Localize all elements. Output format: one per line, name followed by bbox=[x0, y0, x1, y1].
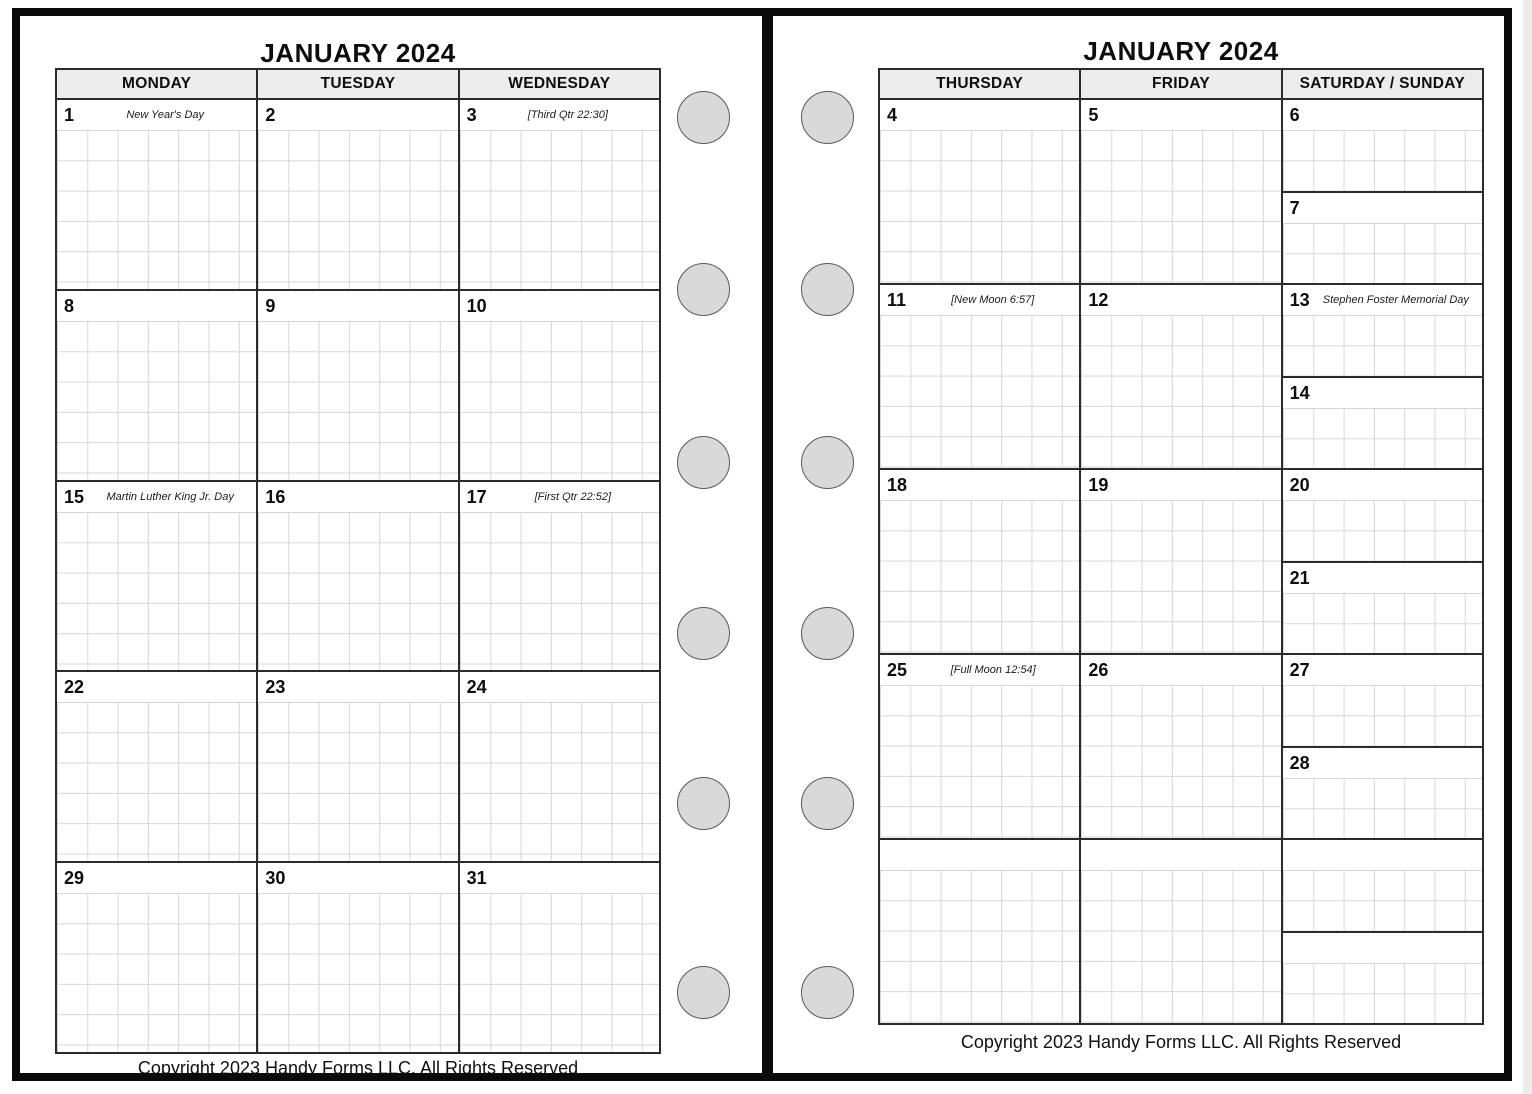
day-number: 15 bbox=[64, 486, 85, 507]
day-number: 5 bbox=[1088, 105, 1099, 125]
week-row bbox=[880, 470, 1482, 655]
notes-grid bbox=[460, 130, 659, 289]
notes-grid bbox=[258, 702, 457, 861]
binder-hole bbox=[677, 263, 730, 316]
notes-grid bbox=[1283, 408, 1482, 469]
day-number: 2 bbox=[265, 105, 276, 125]
day-note: Stephen Foster Memorial Day bbox=[1322, 294, 1469, 306]
date-strip bbox=[258, 863, 457, 893]
week-row bbox=[57, 672, 659, 863]
date-strip bbox=[1283, 285, 1482, 315]
day-cell bbox=[460, 672, 659, 861]
date-strip bbox=[57, 291, 256, 321]
date-strip bbox=[1283, 748, 1482, 778]
week-row bbox=[57, 291, 659, 482]
date-strip bbox=[880, 285, 1079, 315]
binder-hole bbox=[801, 777, 854, 830]
notes-grid bbox=[1081, 315, 1280, 468]
day-cell bbox=[258, 482, 459, 671]
notes-grid bbox=[57, 702, 256, 861]
day-cell bbox=[57, 291, 258, 480]
right-weekday-header-row bbox=[880, 70, 1482, 100]
right-month-title: JANUARY 2024 bbox=[1083, 36, 1279, 66]
notes-grid bbox=[1283, 963, 1482, 1024]
day-number: 18 bbox=[887, 475, 908, 495]
weekday-header: FRIDAY bbox=[1081, 70, 1282, 98]
right-weeks bbox=[880, 100, 1482, 1023]
saturday-sunday-cell bbox=[1283, 100, 1482, 283]
day-cell bbox=[880, 285, 1081, 468]
date-strip bbox=[258, 291, 457, 321]
week-row bbox=[57, 100, 659, 291]
day-number: 30 bbox=[265, 868, 286, 889]
notes-grid bbox=[1081, 685, 1280, 838]
saturday-sunday-cell bbox=[1283, 840, 1482, 1023]
day-cell bbox=[258, 100, 459, 289]
saturday-sunday-cell bbox=[1283, 655, 1482, 838]
notes-grid bbox=[258, 512, 457, 671]
day-number: 3 bbox=[466, 105, 477, 125]
binder-hole bbox=[801, 263, 854, 316]
notes-grid bbox=[880, 130, 1079, 283]
day-cell bbox=[1283, 655, 1482, 748]
day-cell bbox=[57, 672, 258, 861]
notes-grid bbox=[1283, 500, 1482, 561]
date-strip bbox=[1283, 655, 1482, 685]
notes-grid bbox=[57, 512, 256, 671]
day-number: 17 bbox=[466, 486, 487, 507]
binder-spine bbox=[762, 8, 773, 1081]
notes-grid bbox=[880, 315, 1079, 468]
day-note: New Year's Day bbox=[126, 109, 205, 121]
notes-grid bbox=[57, 893, 256, 1052]
day-number: 16 bbox=[265, 486, 286, 507]
day-number: 19 bbox=[1088, 475, 1109, 495]
date-strip bbox=[880, 840, 1079, 870]
day-number: 7 bbox=[1289, 197, 1300, 218]
date-strip bbox=[1081, 655, 1280, 685]
week-row bbox=[880, 655, 1482, 840]
date-strip bbox=[880, 100, 1079, 130]
notes-grid bbox=[1283, 593, 1482, 654]
notes-grid bbox=[1283, 870, 1482, 931]
left-weekday-header-row bbox=[57, 70, 659, 100]
binder-hole bbox=[677, 966, 730, 1019]
notes-grid bbox=[258, 130, 457, 289]
date-strip bbox=[1283, 378, 1482, 408]
day-number: 9 bbox=[265, 295, 276, 316]
date-strip bbox=[880, 655, 1079, 685]
day-cell bbox=[1081, 470, 1282, 653]
notes-grid bbox=[1081, 500, 1280, 653]
notes-grid bbox=[880, 870, 1079, 1023]
day-number: 23 bbox=[265, 677, 286, 698]
day-cell bbox=[258, 291, 459, 480]
day-number: 28 bbox=[1289, 752, 1310, 773]
weekday-header: MONDAY bbox=[57, 70, 258, 98]
date-strip bbox=[57, 482, 256, 512]
weekday-header: TUESDAY bbox=[258, 70, 459, 98]
date-strip bbox=[1081, 100, 1280, 130]
date-strip bbox=[460, 100, 659, 130]
date-strip bbox=[1283, 470, 1482, 500]
day-number: 22 bbox=[64, 677, 85, 698]
notes-grid bbox=[1283, 223, 1482, 284]
day-cell bbox=[57, 482, 258, 671]
day-note: [Third Qtr 22:30] bbox=[527, 109, 608, 121]
day-cell bbox=[880, 840, 1081, 1023]
week-row bbox=[880, 840, 1482, 1023]
day-cell bbox=[1081, 840, 1282, 1023]
week-row bbox=[880, 100, 1482, 285]
day-cell bbox=[880, 100, 1081, 283]
date-strip bbox=[880, 470, 1079, 500]
day-cell bbox=[258, 672, 459, 861]
right-copyright-text: Copyright 2023 Handy Forms LLC. All Rights Reserved bbox=[960, 1032, 1402, 1052]
binder-hole bbox=[677, 436, 730, 489]
day-cell bbox=[460, 291, 659, 480]
date-strip bbox=[57, 863, 256, 893]
day-number: 24 bbox=[466, 677, 487, 698]
date-strip bbox=[460, 863, 659, 893]
date-strip bbox=[1283, 840, 1482, 870]
day-number: 31 bbox=[466, 868, 487, 889]
day-cell bbox=[1283, 470, 1482, 563]
day-number: 4 bbox=[887, 105, 898, 125]
left-copyright-text: Copyright 2023 Handy Forms LLC. All Rights Reserved bbox=[137, 1058, 579, 1078]
date-strip bbox=[1283, 563, 1482, 593]
day-cell bbox=[57, 863, 258, 1052]
saturday-sunday-cell bbox=[1283, 470, 1482, 653]
date-strip bbox=[258, 100, 457, 130]
day-cell bbox=[1283, 285, 1482, 378]
notes-grid bbox=[460, 702, 659, 861]
day-number: 12 bbox=[1088, 290, 1109, 310]
day-cell bbox=[1283, 840, 1482, 933]
weekday-header: THURSDAY bbox=[880, 70, 1081, 98]
date-strip bbox=[1081, 470, 1280, 500]
date-strip bbox=[57, 672, 256, 702]
date-strip bbox=[1081, 285, 1280, 315]
date-strip bbox=[57, 100, 256, 130]
day-number: 13 bbox=[1289, 290, 1310, 310]
date-strip bbox=[258, 482, 457, 512]
day-number: 6 bbox=[1289, 105, 1300, 125]
day-number: 27 bbox=[1289, 660, 1310, 680]
day-note: Martin Luther King Jr. Day bbox=[106, 490, 234, 503]
binder-hole bbox=[801, 966, 854, 1019]
day-note: [First Qtr 22:52] bbox=[534, 490, 612, 503]
binder-hole bbox=[801, 436, 854, 489]
left-calendar-table bbox=[55, 68, 661, 1054]
day-cell bbox=[880, 655, 1081, 838]
notes-grid bbox=[1081, 130, 1280, 283]
weekday-header: SATURDAY / SUNDAY bbox=[1299, 75, 1465, 92]
date-strip bbox=[460, 482, 659, 512]
notes-grid bbox=[1283, 778, 1482, 839]
day-number: 20 bbox=[1289, 475, 1310, 495]
date-strip bbox=[1283, 933, 1482, 963]
day-number: 11 bbox=[887, 290, 907, 310]
day-number: 8 bbox=[64, 295, 75, 316]
date-strip bbox=[460, 291, 659, 321]
left-month-title: JANUARY 2024 bbox=[260, 38, 456, 68]
binder-hole bbox=[801, 607, 854, 660]
binder-hole bbox=[677, 91, 730, 144]
date-strip bbox=[460, 672, 659, 702]
date-strip bbox=[1283, 193, 1482, 223]
day-cell bbox=[1283, 748, 1482, 839]
notes-grid bbox=[460, 893, 659, 1052]
week-row bbox=[57, 482, 659, 673]
day-cell bbox=[1081, 655, 1282, 838]
day-cell bbox=[1283, 100, 1482, 193]
weekday-header: WEDNESDAY bbox=[508, 75, 611, 92]
right-calendar-table bbox=[878, 68, 1484, 1025]
notes-grid bbox=[1283, 685, 1482, 746]
notes-grid bbox=[460, 512, 659, 671]
notes-grid bbox=[57, 130, 256, 289]
date-strip bbox=[258, 672, 457, 702]
day-cell bbox=[880, 470, 1081, 653]
day-cell bbox=[57, 100, 258, 289]
day-number: 26 bbox=[1088, 660, 1109, 680]
day-cell bbox=[460, 482, 659, 671]
saturday-sunday-cell bbox=[1283, 285, 1482, 468]
day-cell bbox=[258, 863, 459, 1052]
binder-hole bbox=[801, 91, 854, 144]
day-number: 21 bbox=[1289, 567, 1310, 588]
left-weeks bbox=[57, 100, 659, 1052]
notes-grid bbox=[57, 321, 256, 480]
day-number: 29 bbox=[64, 868, 85, 889]
day-cell bbox=[1283, 933, 1482, 1024]
day-cell bbox=[460, 100, 659, 289]
notes-grid bbox=[880, 500, 1079, 653]
notes-grid bbox=[1283, 130, 1482, 191]
day-cell bbox=[1283, 563, 1482, 654]
week-row bbox=[57, 863, 659, 1052]
day-number: 10 bbox=[466, 295, 487, 316]
notes-grid bbox=[258, 893, 457, 1052]
scan-edge-shade bbox=[1523, 0, 1532, 1094]
notes-grid bbox=[880, 685, 1079, 838]
binder-hole bbox=[677, 777, 730, 830]
notes-grid bbox=[1283, 315, 1482, 376]
day-note: [Full Moon 12:54] bbox=[950, 664, 1036, 676]
day-number: 14 bbox=[1289, 382, 1310, 403]
day-cell bbox=[1081, 285, 1282, 468]
day-note: [New Moon 6:57] bbox=[951, 294, 1035, 306]
notes-grid bbox=[460, 321, 659, 480]
notes-grid bbox=[1081, 870, 1280, 1023]
day-cell bbox=[460, 863, 659, 1052]
day-number: 25 bbox=[887, 660, 908, 680]
day-cell bbox=[1081, 100, 1282, 283]
binder-hole bbox=[677, 607, 730, 660]
notes-grid bbox=[258, 321, 457, 480]
day-cell bbox=[1283, 378, 1482, 469]
week-row bbox=[880, 285, 1482, 470]
day-number: 1 bbox=[64, 105, 75, 125]
date-strip bbox=[1283, 100, 1482, 130]
date-strip bbox=[1081, 840, 1280, 870]
day-cell bbox=[1283, 193, 1482, 284]
